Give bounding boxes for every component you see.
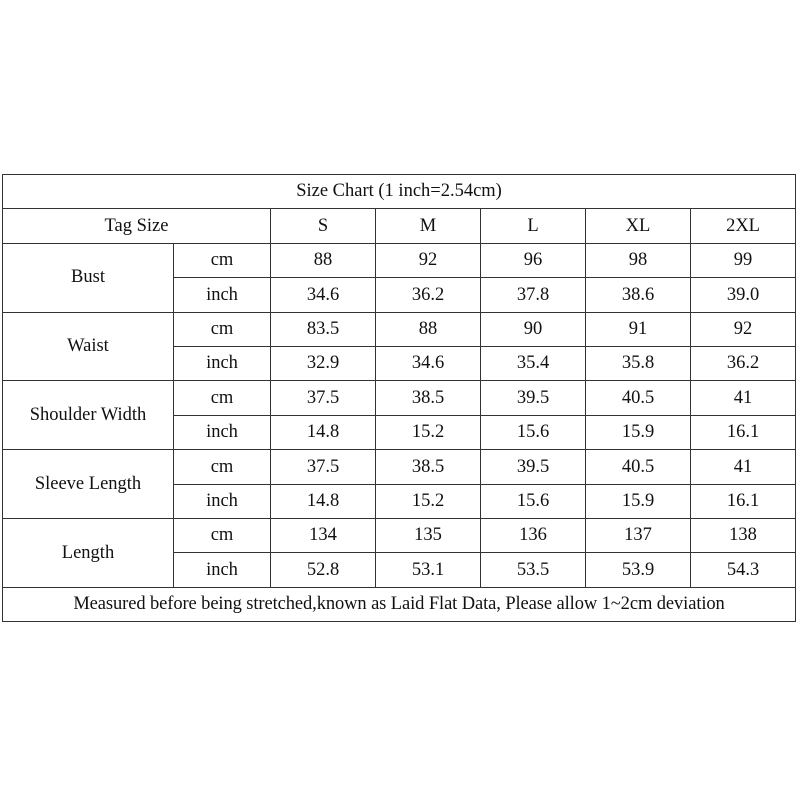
size-chart-table <box>2 174 796 622</box>
table-cell: 53.1 <box>376 553 481 587</box>
table-cell: 39.0 <box>691 278 796 312</box>
table-cell: 40.5 <box>586 450 691 484</box>
table-cell: 14.8 <box>271 484 376 518</box>
unit-label: cm <box>174 381 271 415</box>
unit-label: cm <box>174 450 271 484</box>
table-cell: 36.2 <box>376 278 481 312</box>
measurement-label: Bust <box>3 243 174 312</box>
unit-label: cm <box>174 312 271 346</box>
measurement-label: Shoulder Width <box>3 381 174 450</box>
table-cell: 14.8 <box>271 415 376 449</box>
table-cell: 40.5 <box>586 381 691 415</box>
measurement-label: Sleeve Length <box>3 450 174 519</box>
table-cell: 52.8 <box>271 553 376 587</box>
table-cell: 37.8 <box>481 278 586 312</box>
unit-label: cm <box>174 518 271 552</box>
table-cell: 32.9 <box>271 346 376 380</box>
table-cell: 90 <box>481 312 586 346</box>
table-row <box>3 450 796 484</box>
unit-label: inch <box>174 346 271 380</box>
table-cell: 91 <box>586 312 691 346</box>
table-cell: 88 <box>376 312 481 346</box>
table-cell: 98 <box>586 243 691 277</box>
size-header: XL <box>586 209 691 243</box>
size-chart-body <box>3 175 796 622</box>
table-cell: 41 <box>691 381 796 415</box>
table-cell: 15.6 <box>481 484 586 518</box>
table-cell: 83.5 <box>271 312 376 346</box>
table-cell: 34.6 <box>271 278 376 312</box>
unit-label: inch <box>174 484 271 518</box>
unit-label: inch <box>174 553 271 587</box>
table-cell: 15.2 <box>376 415 481 449</box>
table-cell: 138 <box>691 518 796 552</box>
table-cell: 37.5 <box>271 450 376 484</box>
footer-row <box>3 587 796 621</box>
table-cell: 96 <box>481 243 586 277</box>
table-row <box>3 243 796 277</box>
table-cell: 38.6 <box>586 278 691 312</box>
table-cell: 136 <box>481 518 586 552</box>
table-cell: 38.5 <box>376 381 481 415</box>
table-cell: 34.6 <box>376 346 481 380</box>
table-cell: 38.5 <box>376 450 481 484</box>
table-cell: 16.1 <box>691 415 796 449</box>
size-header: M <box>376 209 481 243</box>
table-cell: 15.9 <box>586 415 691 449</box>
table-cell: 54.3 <box>691 553 796 587</box>
table-cell: 134 <box>271 518 376 552</box>
chart-title: Size Chart (1 inch=2.54cm) <box>3 175 796 209</box>
table-row <box>3 312 796 346</box>
header-row <box>3 209 796 243</box>
table-cell: 36.2 <box>691 346 796 380</box>
table-cell: 35.4 <box>481 346 586 380</box>
size-header: S <box>271 209 376 243</box>
size-header: 2XL <box>691 209 796 243</box>
table-cell: 37.5 <box>271 381 376 415</box>
table-cell: 137 <box>586 518 691 552</box>
table-cell: 15.2 <box>376 484 481 518</box>
measurement-label: Waist <box>3 312 174 381</box>
table-cell: 92 <box>376 243 481 277</box>
table-cell: 15.6 <box>481 415 586 449</box>
footer-note: Measured before being stretched,known as Laid Flat Data, Please allow 1~2cm deviation <box>3 587 796 621</box>
table-cell: 15.9 <box>586 484 691 518</box>
table-cell: 53.5 <box>481 553 586 587</box>
table-cell: 41 <box>691 450 796 484</box>
table-cell: 39.5 <box>481 381 586 415</box>
size-header: L <box>481 209 586 243</box>
table-row <box>3 381 796 415</box>
table-cell: 92 <box>691 312 796 346</box>
table-cell: 35.8 <box>586 346 691 380</box>
unit-label: inch <box>174 415 271 449</box>
table-cell: 99 <box>691 243 796 277</box>
table-cell: 88 <box>271 243 376 277</box>
table-row <box>3 518 796 552</box>
table-cell: 135 <box>376 518 481 552</box>
measurement-label: Length <box>3 518 174 587</box>
unit-label: cm <box>174 243 271 277</box>
tag-size-header: Tag Size <box>3 209 271 243</box>
title-row <box>3 175 796 209</box>
table-cell: 53.9 <box>586 553 691 587</box>
table-cell: 16.1 <box>691 484 796 518</box>
unit-label: inch <box>174 278 271 312</box>
table-cell: 39.5 <box>481 450 586 484</box>
